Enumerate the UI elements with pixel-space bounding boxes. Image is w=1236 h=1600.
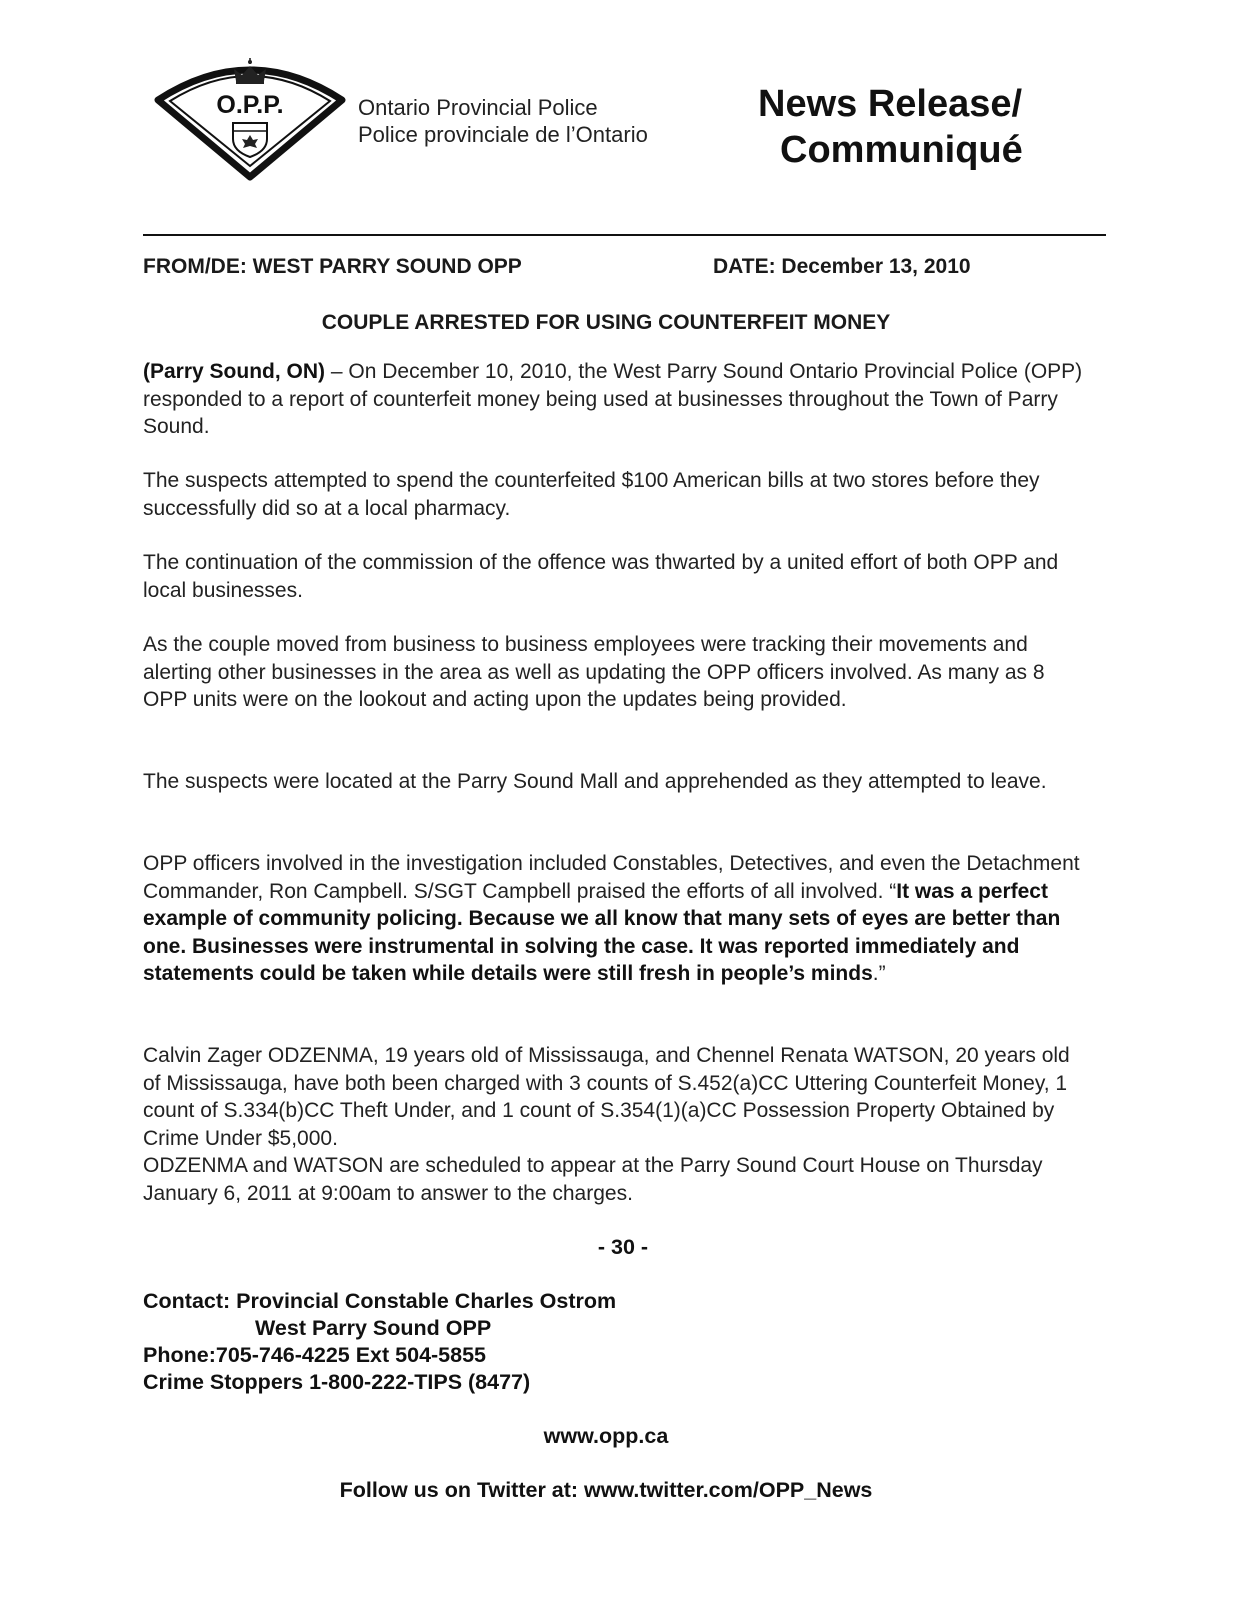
org-name-fr: Police provinciale de l’Ontario (358, 122, 648, 147)
org-name-en: Ontario Provincial Police (358, 95, 598, 120)
website-link[interactable]: www.opp.ca (543, 1424, 669, 1448)
contact-name: Contact: Provincial Constable Charles Ostrom (143, 1289, 617, 1313)
paragraph-6-end: .” (872, 962, 886, 985)
opp-crest-icon (150, 45, 350, 185)
paragraph-7 (143, 1042, 1093, 1207)
paragraph-1 (143, 358, 1093, 441)
paragraph-6 (143, 850, 1093, 988)
paragraph-4: As the couple moved from business to business employees were tracking their movements and alerting other businesses in the area as well as updating the OPP officers involved. As many as 8 OPP units were on the lookout and acting upon the updates being provided. (143, 633, 1045, 711)
headline: COUPLE ARRESTED FOR USING COUNTERFEIT MONEY (321, 311, 891, 334)
contact-unit: West Parry Sound OPP (255, 1316, 492, 1340)
paragraph-1-text: – On December 10, 2010, the West Parry Sound Ontario Provincial Police (OPP) responded to a report of counterfeit money being used at businesses throughout the Town of Parry Sound. (143, 360, 1083, 438)
crime-stoppers: Crime Stoppers 1-800-222-TIPS (8477) (143, 1370, 531, 1394)
end-mark: - 30 - (597, 1235, 649, 1259)
paragraph-2: The suspects attempted to spend the counterfeited $100 American bills at two stores before they successfully did so at a local pharmacy. (143, 469, 1040, 520)
dateline: (Parry Sound, ON) (143, 360, 326, 383)
news-release-title: News Release/ (758, 83, 1023, 125)
communique-title: Communiqué (780, 129, 1023, 171)
paragraph-3: The continuation of the commission of the offence was thwarted by a united effort of both OPP and local businesses. (143, 551, 1059, 602)
paragraph-5: The suspects were located at the Parry Sound Mall and apprehended as they attempted to leave. (143, 770, 1047, 793)
paragraph-6-text: OPP officers involved in the investigation included Constables, Detectives, and even the Detachment Commander, Ron Campbell. S/SGT Campbell praised the efforts of all involved. “ (143, 852, 1080, 903)
court-date-text: ODZENMA and WATSON are scheduled to appear at the Parry Sound Court House on Thursday January 6, 2011 at 9:00am to answer to the charges. (143, 1154, 1043, 1205)
campbell-quote: It was a perfect example of community policing. Because we all know that many sets of eyes are better than one. Businesses were instrumental in solving the case. It was reported immediately and statements could be taken while details were still fresh in people’s minds (143, 879, 1061, 985)
date-line: DATE: December 13, 2010 (713, 255, 971, 278)
contact-phone: Phone:705-746-4225 Ext 504-5855 (143, 1343, 487, 1367)
header-divider (143, 234, 1106, 236)
logo-text: O.P.P. (216, 91, 284, 119)
twitter-link[interactable]: Follow us on Twitter at: www.twitter.com/OPP_News (339, 1478, 873, 1502)
charges-text: Calvin Zager ODZENMA, 19 years old of Mississauga, and Chennel Renata WATSON, 20 years old of Mississauga, have both been charged with 3 counts of S.452(a)CC Uttering Counterfeit Money, 1 count of S.334(b)CC Theft Under, and 1 count of S.354(1)(a)CC Possession Property Obtained by Crime Under $5,000. (143, 1044, 1070, 1150)
from-line: FROM/DE: WEST PARRY SOUND OPP (143, 255, 522, 278)
